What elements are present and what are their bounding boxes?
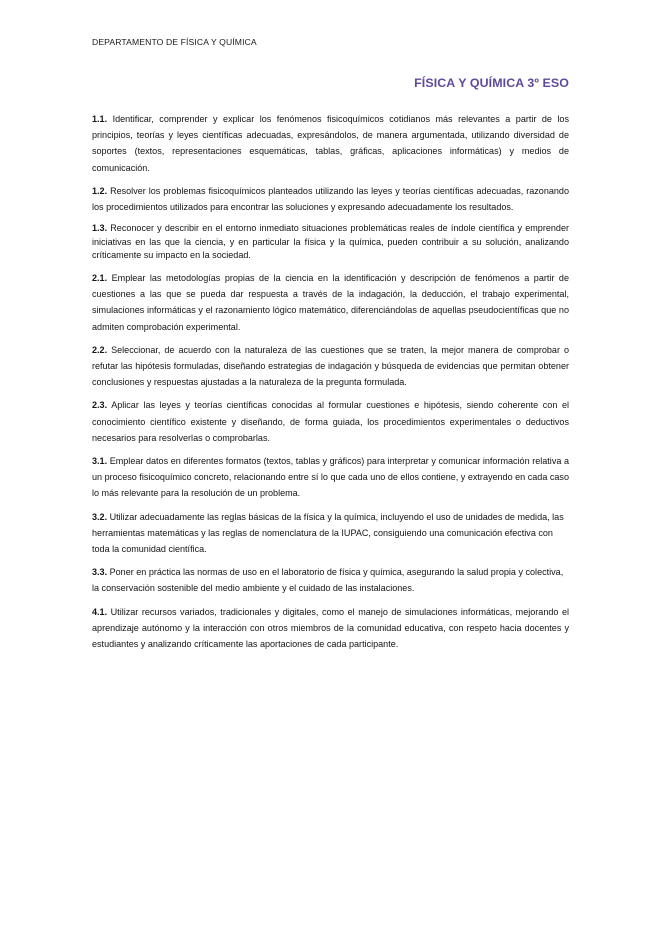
criterion-paragraph (92, 604, 569, 653)
criterion-text: Utilizar adecuadamente las reglas básicas de la física y la química, incluyendo el uso de unidades de medida, las herramientas matemáticas y las reglas de nomenclatura de la IUPAC, consiguiendo una comunicación efectiva con toda la comunidad científica. (92, 511, 564, 555)
criterion-number: 4.1. (92, 606, 108, 617)
criterion-number: 3.3. (92, 567, 108, 578)
criterion-number: 2.3. (92, 400, 108, 411)
criterion-paragraph (92, 342, 569, 391)
criterion-text: Poner en práctica las normas de uso en el laboratorio de física y química, asegurando la salud propia y colectiva, la conservación sostenible del medio ambiente y el cuidado de las instalaciones. (92, 567, 564, 594)
criterion-text: Resolver los problemas fisicoquímicos planteados utilizando las leyes y teorías científicas adecuadas, razonando los procedimientos utilizados para encontrar las soluciones y expresando adecuadamente los resultados. (92, 185, 569, 213)
criterion-text: Seleccionar, de acuerdo con la naturaleza de las cuestiones que se traten, la mejor manera de comprobar o refutar las hipótesis formuladas, diseñando estrategias de indagación y búsqueda de evidencias que permitan obtener conclusiones y respuestas ajustadas a la naturaleza de la pregunta formulada. (92, 344, 570, 388)
criterion-paragraph (92, 397, 569, 446)
criterion-text: Identificar, comprender y explicar los fenómenos fisicoquímicos cotidianos más relevantes a partir de los principios, teorías y leyes científicas adecuadas, expresándolos, de manera argumentada, utilizando diversidad de soportes (textos, representaciones esquemáticas, tablas, gráficas, aplicaciones informáticas) y medios de comunicación. (92, 114, 569, 173)
criterion-paragraph (92, 453, 569, 502)
criterion-number: 3.1. (92, 456, 108, 467)
criterion-number: 3.2. (92, 511, 108, 522)
criterion-text: Emplear datos en diferentes formatos (textos, tablas y gráficos) para interpretar y comunicar información relativa a un proceso fisicoquímico concreto, relacionando entre sí lo que cada uno de ellos contiene, y extrayendo en cada caso lo más relevante para la resolución de un problema. (92, 456, 569, 499)
criterion-paragraph (92, 183, 569, 215)
criterion-text: Emplear las metodologías propias de la ciencia en la identificación y descripción de fenómenos a partir de cuestiones a las que se pueda dar respuesta a través de la indagación, la deducción, el trabajo experimental, simulaciones informáticas y el razonamiento lógico matemático, diferenciándolas de aquellas pseudocientíficas que no admiten comprobación experimental. (92, 273, 569, 332)
criterion-number: 1.1. (92, 114, 108, 124)
document-content (92, 0, 569, 652)
criterion-paragraph (92, 270, 569, 335)
criterion-number: 1.3. (92, 223, 108, 234)
document-header: DEPARTAMENTO DE FÍSICA Y QUÍMICA (92, 37, 257, 47)
criterion-text: Reconocer y describir en el entorno inmediato situaciones problemáticas reales de índole científica y emprender iniciativas en las que la ciencia, y en particular la física y la química, pueden contribuir a su solución, analizando críticamente su impacto en la sociedad. (92, 223, 569, 261)
criterion-number: 2.2. (92, 344, 108, 355)
criterion-number: 2.1. (92, 273, 108, 283)
criterion-paragraph (92, 509, 569, 558)
criterion-text: Aplicar las leyes y teorías científicas conocidas al formular cuestiones e hipótesis, siendo coherente con el conocimiento científico existente y diseñando, de forma guiada, los procedimientos experimentales o deductivos necesarios para resolverlas o comprobarlas. (92, 400, 569, 443)
criterion-paragraph (92, 222, 569, 263)
page-title: FÍSICA Y QUÍMICA 3º ESO (414, 76, 569, 90)
criterion-paragraph (92, 564, 569, 596)
criterion-text: Utilizar recursos variados, tradicionales y digitales, como el manejo de simulaciones informáticas, mejorando el aprendizaje autónomo y la interacción con otros miembros de la comunidad educativa, con respeto hacia docentes y estudiantes y analizando críticamente las aportaciones de cada participante. (92, 606, 569, 650)
criterion-number: 1.2. (92, 185, 108, 196)
criterion-paragraph (92, 111, 569, 176)
criteria-list (92, 111, 569, 652)
